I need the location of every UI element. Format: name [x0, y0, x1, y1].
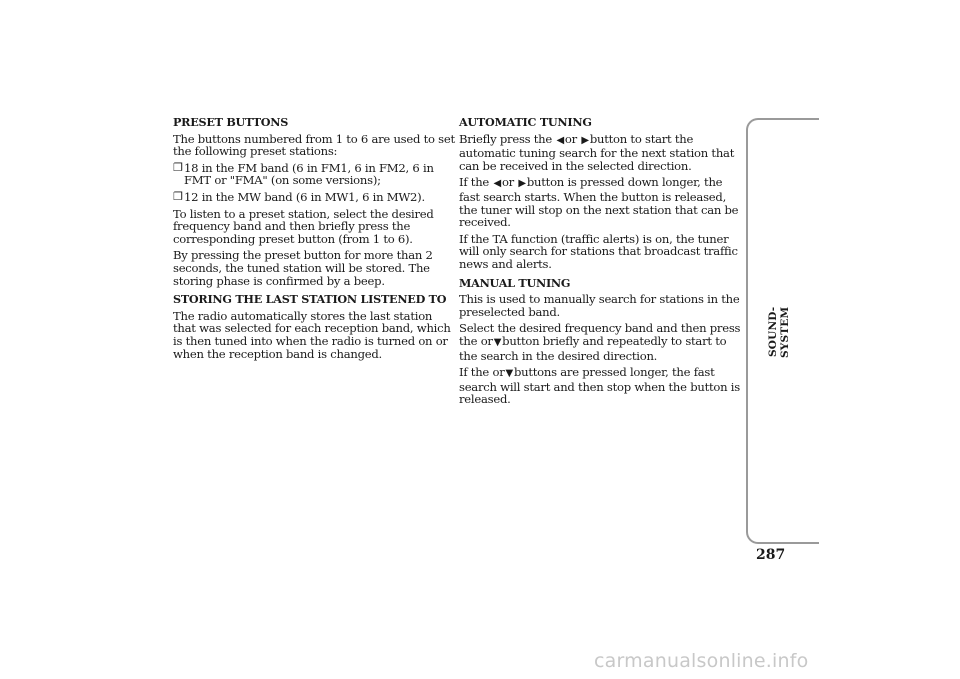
down-arrow-icon: ▼: [505, 368, 513, 380]
manual-tuning-p3: [459, 366, 741, 406]
text-fragment: or: [480, 333, 493, 348]
automatic-tuning-p1: [459, 133, 741, 173]
left-column: [173, 116, 458, 364]
text-fragment: button to start the automatic tuning search for the next station that can be received in the selected direction.: [459, 131, 735, 173]
preset-buttons-heading: PRESET BUTTONS: [173, 115, 289, 129]
checkbox-bullet-icon: ❐: [173, 160, 183, 174]
automatic-tuning-heading: AUTOMATIC TUNING: [459, 115, 592, 129]
right-arrow-icon: ▶: [581, 134, 589, 146]
page-number: 287: [756, 547, 786, 563]
preset-bullet-fm: [173, 162, 458, 187]
text-fragment: Briefly press the: [459, 131, 553, 146]
preset-bullet-fm-text: 18 in the FM band (6 in FM1, 6 in FM2, 6 in FMT or "FMA" (on some versions);: [184, 160, 434, 188]
watermark-text: carmanualsonline.info: [594, 650, 809, 672]
automatic-tuning-p2: [459, 176, 741, 228]
text-fragment: or: [564, 131, 577, 146]
preset-intro-text: The buttons numbered from 1 to 6 are used to set the following preset stations:: [173, 131, 455, 159]
manual-tuning-p2: [459, 322, 741, 362]
down-arrow-icon: ▼: [493, 336, 502, 348]
automatic-tuning-p3: If the TA function (traffic alerts) is on, the tuner will only search for stations that broadcast traffic news and alerts.: [459, 231, 738, 271]
text-fragment: If the: [459, 175, 490, 190]
left-arrow-icon: ◀: [556, 134, 564, 146]
preset-listen-text: To listen to a preset station, select the desired frequency band and then briefly press the corresponding preset button (from 1 to 6).: [173, 206, 434, 246]
text-fragment: or: [492, 365, 505, 380]
right-arrow-icon: ▶: [518, 178, 526, 190]
text-fragment: button is pressed down longer, the fast search starts. When the button is released, the tuner will stop on the next station that can be received.: [459, 175, 739, 230]
preset-store-text: By pressing the preset button for more than 2 seconds, the tuned station will be stored. The storing phase is confirmed by a beep.: [173, 248, 433, 288]
text-fragment: Select the desired frequency band and then press the: [459, 321, 741, 348]
checkbox-bullet-icon: ❐: [173, 189, 183, 203]
chapter-tab-label: SOUND-SYSTEM: [767, 306, 791, 358]
text-fragment: or: [501, 175, 514, 190]
right-column: [459, 116, 741, 410]
manual-tuning-heading: MANUAL TUNING: [459, 275, 571, 290]
preset-bullet-mw: [173, 191, 458, 204]
preset-bullet-mw-text: 12 in the MW band (6 in MW1, 6 in MW2).: [184, 189, 425, 204]
text-fragment: If the: [459, 365, 490, 380]
text-fragment: buttons are pressed longer, the fast search will start and then stop when the button is released.: [459, 365, 740, 407]
manual-tuning-p1: This is used to manually search for stations in the preselected band.: [459, 292, 740, 319]
text-fragment: button briefly and repeatedly to start to the search in the desired direction.: [459, 333, 727, 363]
storing-heading: STORING THE LAST STATION LISTENED TO: [173, 292, 447, 307]
storing-text: The radio automatically stores the last station that was selected for each reception band, which is then tuned into when the radio is turned on or when the reception band is changed.: [173, 308, 451, 361]
left-arrow-icon: ◀: [493, 178, 501, 190]
